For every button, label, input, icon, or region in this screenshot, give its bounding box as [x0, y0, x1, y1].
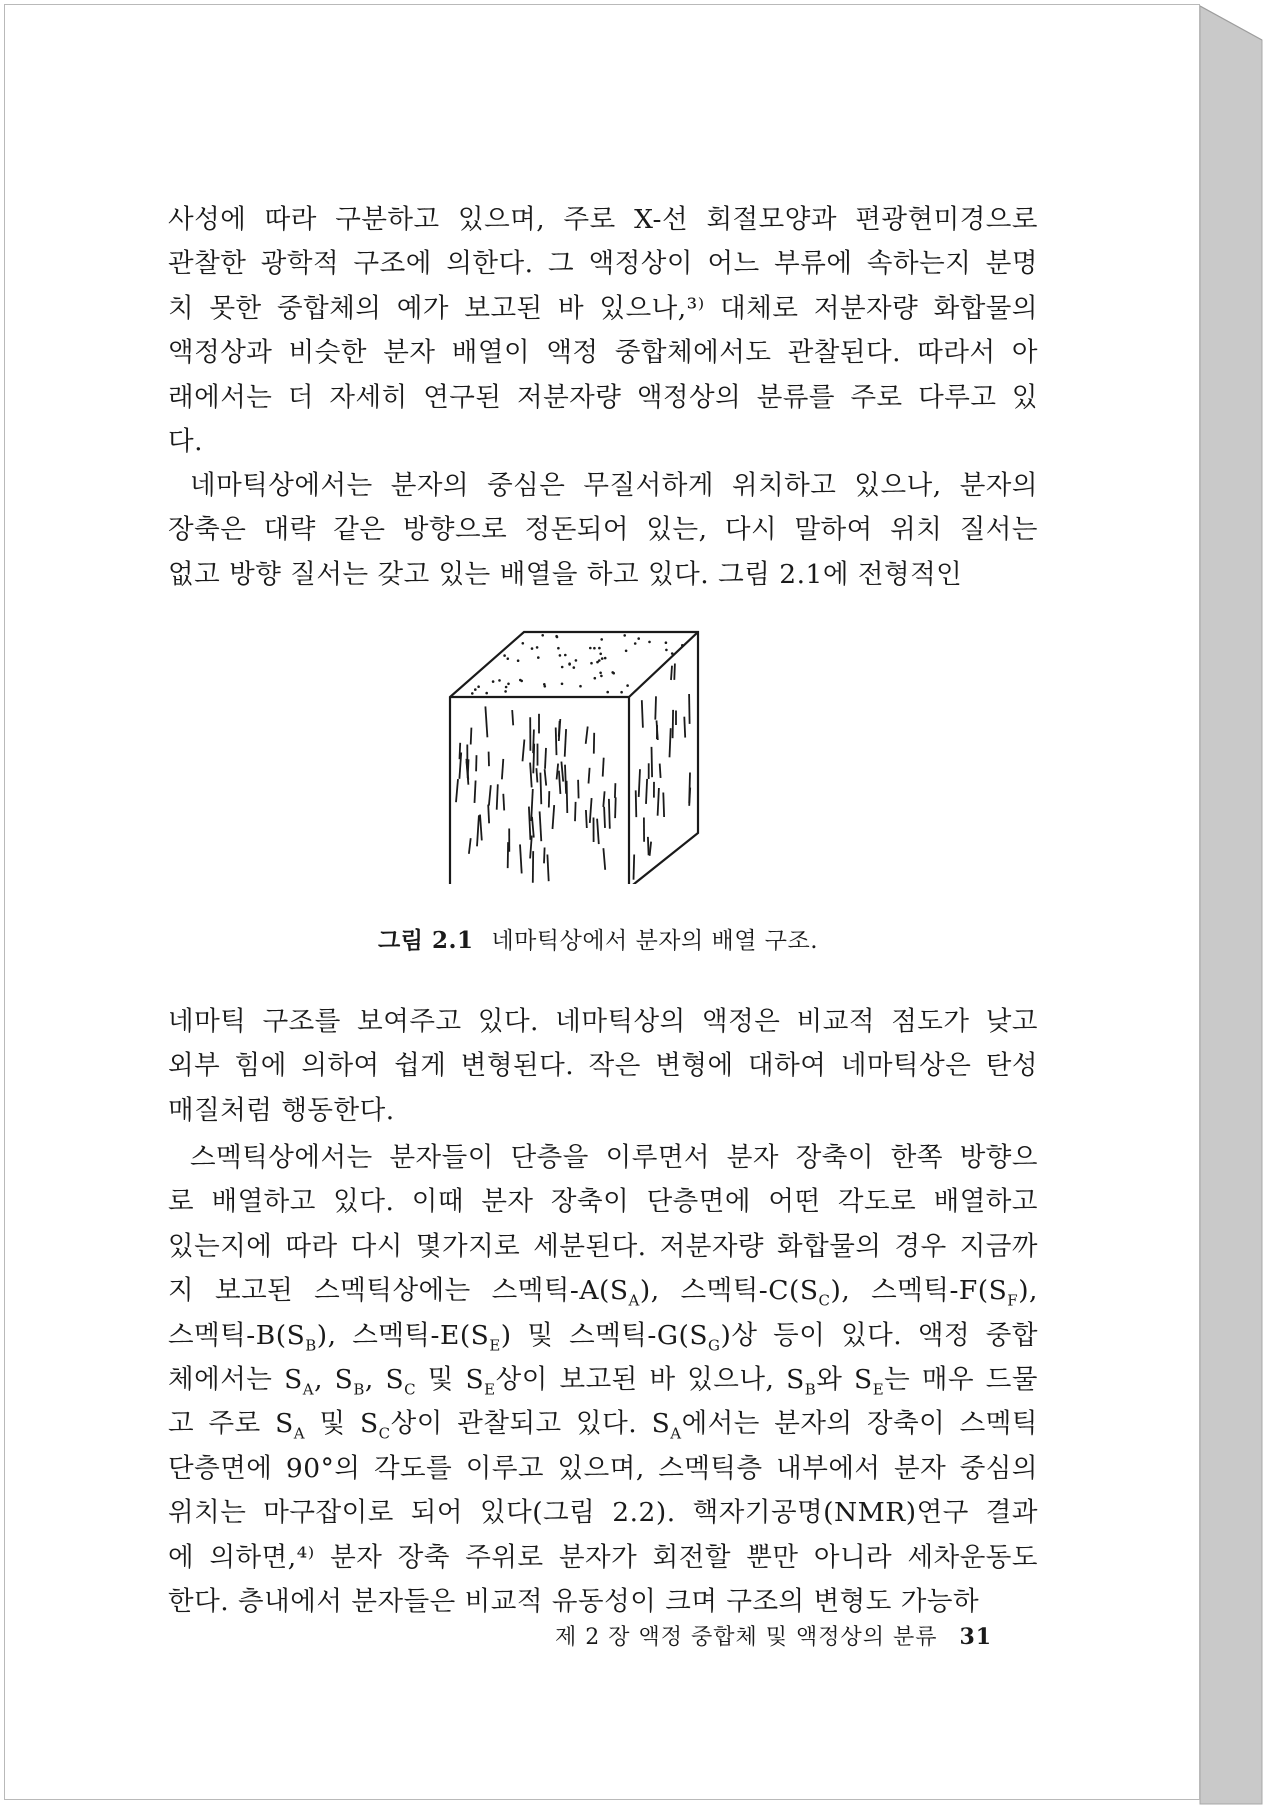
molecule-rod [684, 717, 685, 738]
molecule-rod [480, 815, 482, 841]
molecule-dot [589, 647, 592, 650]
molecule-rod [529, 807, 531, 840]
text-line: 관찰한 광학적 구조에 의한다. 그 액정상이 어느 부류에 속하는지 분명 [168, 248, 1038, 280]
molecule-dot [634, 642, 637, 645]
molecule-dots-top [471, 634, 684, 695]
molecule-rod [615, 797, 616, 818]
molecule-dot [579, 685, 582, 688]
molecule-dot [477, 685, 480, 688]
text-line: 한다. 층내에서 분자들은 비교적 유동성이 크며 구조의 변형도 가능하 [168, 1585, 980, 1617]
molecule-rod [532, 817, 534, 838]
molecule-dot [594, 677, 597, 680]
molecule-rod [456, 779, 458, 802]
molecule-dot [596, 661, 599, 664]
molecule-rod [556, 728, 557, 756]
molecule-rod [536, 768, 537, 782]
molecule-rod [565, 765, 566, 794]
molecule-dot [531, 647, 534, 650]
paragraph-1 [168, 198, 1038, 464]
molecule-rod [636, 790, 637, 817]
molecule-rod [590, 798, 592, 823]
molecule-dot [599, 653, 602, 656]
molecule-rod [488, 805, 489, 824]
paragraph-3 [168, 1000, 1038, 1133]
molecule-dot [601, 657, 604, 660]
molecule-dot [503, 654, 506, 657]
molecule-dot [541, 634, 544, 637]
molecule-rod [531, 789, 533, 821]
figure-caption-text: 네마틱상에서 분자의 배열 구조. [491, 928, 819, 954]
molecule-dot [536, 646, 539, 649]
molecule-rod [549, 791, 550, 807]
molecule-rod [540, 773, 541, 805]
molecule-dot [600, 675, 603, 678]
molecule-rod [553, 805, 555, 829]
molecule-dot [485, 692, 488, 695]
molecule-rod [489, 785, 491, 805]
molecule-rod [544, 848, 545, 864]
molecule-dot [544, 685, 547, 688]
text-line: 치 못한 중합체의 예가 보고된 바 있으나,³⁾ 대체로 저분자량 화합물의 [168, 292, 1038, 324]
molecule-dot [606, 691, 609, 694]
molecule-rod [567, 781, 568, 813]
molecule-dot [598, 647, 601, 650]
text-line: 네마틱 구조를 보여주고 있다. 네마틱상의 액정은 비교적 점도가 낮고 [168, 1006, 1038, 1037]
page-number: 31 [959, 1624, 993, 1650]
text-line: 래에서는 더 자세히 연구된 저분자량 액정상의 분류를 주로 다루고 있 [168, 381, 1038, 413]
molecule-rod [674, 664, 675, 680]
molecule-dot [505, 686, 508, 689]
molecule-rod [512, 710, 513, 725]
molecule-rod [658, 788, 659, 816]
molecule-dot [471, 692, 474, 695]
molecule-dot [604, 657, 607, 660]
text-line: 장축은 대략 같은 방향으로 정돈되어 있는, 다시 말하여 위치 질서는 [168, 514, 1038, 546]
molecule-rod [586, 810, 587, 828]
molecule-rod [604, 807, 605, 828]
molecule-dot [474, 688, 477, 691]
molecule-rod [545, 769, 547, 785]
molecule-rod [469, 838, 471, 854]
molecule-dot [625, 650, 628, 653]
molecule-dot [519, 679, 522, 682]
text-line: 단층면에 90°의 각도를 이루고 있으며, 스멕틱층 내부에서 분자 중심의 [168, 1452, 1038, 1484]
molecule-dot [498, 679, 501, 682]
molecule-dot [626, 684, 629, 687]
molecule-rod [639, 769, 640, 797]
molecule-dot [559, 654, 562, 657]
molecule-dot [564, 654, 567, 657]
molecule-dot [537, 656, 540, 659]
molecule-rod [540, 811, 542, 841]
molecule-rod [460, 743, 461, 759]
molecule-rod [603, 791, 604, 807]
molecule-dot [507, 683, 510, 686]
molecule-rod [575, 802, 576, 821]
molecule-dot [492, 680, 495, 683]
molecule-rod [503, 794, 504, 811]
molecule-dot [507, 657, 510, 660]
molecule-rod [603, 848, 605, 870]
molecule-rod [646, 779, 647, 804]
molecule-dot [517, 659, 520, 662]
text-line: 에 의하면,⁴⁾ 분자 장축 주위로 분자가 회전할 뿐만 아니라 세차운동도 [168, 1541, 1038, 1573]
text-line: 사성에 따라 구분하고 있으며, 주로 X-선 회절모양과 편광현미경으로 [168, 204, 1038, 235]
text-line: 스멕틱$-B(S_B)$, 스멕틱$-E(S_E)$ 및 스멕틱$-G(S_G)$상 등이 있다. 액정 중합 [168, 1319, 1038, 1354]
text-line: 지 보고된 스멕틱상에는 스멕틱$-A(S_A)$, 스멕틱$-C(S_C)$, 스멕틱$-F(S_F)$, [168, 1275, 1038, 1310]
molecule-dot [599, 672, 602, 675]
nematic-structure-figure [440, 622, 720, 884]
molecule-rod [589, 768, 590, 784]
molecule-dot [557, 647, 560, 650]
paragraph-2 [168, 464, 1038, 597]
molecule-rod [520, 844, 522, 873]
text-line: 있는지에 따라 다시 몇가지로 세분된다. 저분자량 화합물의 경우 지금까 [168, 1230, 1038, 1262]
molecule-rod [642, 700, 643, 728]
molecule-dot [648, 641, 651, 644]
molecule-dot [611, 671, 614, 674]
molecule-rod [655, 696, 656, 719]
text-line: 고 주로 $S_A$ 및 $S_C$상이 관찰되고 있다. $S_A$에서는 분자의 장축이 스멕틱 [168, 1408, 1038, 1443]
molecule-dot [555, 635, 558, 638]
molecule-rod [652, 747, 653, 777]
text-line: 위치는 마구잡이로 되어 있다(그림 2.2). 핵자기공명(NMR)연구 결과 [168, 1497, 1038, 1529]
molecule-dot [600, 638, 603, 641]
molecule-dot [637, 637, 640, 640]
molecule-rod [477, 815, 479, 846]
molecule-rod [559, 721, 560, 737]
molecule-dot [575, 659, 578, 662]
molecule-rod [673, 710, 674, 738]
molecule-rod [603, 758, 604, 777]
molecule-dot [681, 644, 684, 647]
cube-outline [450, 632, 698, 884]
molecule-rod [485, 706, 487, 737]
text-line: 다. [168, 425, 204, 457]
molecule-dot [504, 690, 507, 693]
page-footer [555, 1620, 992, 1651]
molecule-dot [593, 647, 596, 650]
figure-caption [378, 922, 818, 955]
molecule-rod [615, 783, 616, 798]
text-line: 스멕틱상에서는 분자들이 단층을 이루면서 분자 장축이 한쪽 방향으 [190, 1142, 1038, 1173]
molecule-dot [522, 642, 525, 645]
molecule-rod [650, 842, 652, 856]
molecule-rod [533, 744, 534, 774]
molecule-rod [663, 793, 664, 818]
molecule-rod [502, 759, 503, 779]
molecule-rod [660, 764, 661, 778]
molecule-dot [573, 666, 576, 669]
molecule-rod [561, 762, 563, 782]
molecule-dot [665, 649, 668, 652]
molecule-rod [497, 784, 498, 809]
molecule-rod [609, 799, 610, 829]
molecule-dot [620, 691, 623, 694]
molecule-dot [623, 634, 626, 637]
molecule-dot [590, 662, 593, 665]
paragraph-4 [168, 1136, 1038, 1624]
text-line: 외부 힘에 의하여 쉽게 변형된다. 작은 변형에 대하여 네마틱상은 탄성 [168, 1050, 1038, 1082]
molecule-rod [689, 788, 690, 806]
molecule-rod [634, 855, 635, 880]
molecule-rod [578, 780, 579, 799]
molecule-rod [586, 727, 588, 744]
molecule-rod [671, 666, 672, 680]
molecule-rod [530, 763, 532, 788]
molecule-rod [545, 748, 546, 769]
molecule-rod [689, 694, 690, 724]
molecule-dot [561, 683, 564, 686]
molecule-dot [568, 662, 571, 665]
figure-caption-label: 그림 2.1 [378, 927, 474, 954]
molecule-rod [523, 740, 525, 762]
text-line: 체에서는 $S_A$, $S_B$, $S_C$ 및 $S_E$상이 보고된 바 있으나, $S_B$와 $S_E$는 매우 드물 [168, 1363, 1038, 1399]
molecule-dot [671, 652, 674, 655]
molecule-rod [475, 781, 476, 803]
molecule-rod [670, 728, 671, 757]
molecule-rod [648, 837, 649, 855]
text-line: 없고 방향 질서는 갖고 있는 배열을 하고 있다. 그림 2.1에 전형적인 [168, 558, 963, 590]
text-line: 매질처럼 행동한다. [168, 1094, 395, 1126]
molecule-rod [471, 728, 472, 745]
molecule-rod [559, 771, 561, 794]
molecule-rod [597, 819, 599, 844]
molecule-dot [561, 666, 564, 669]
molecule-rod [565, 729, 566, 757]
molecule-rods-front [456, 706, 616, 882]
molecule-dot [665, 641, 668, 644]
text-line: 액정상과 비슷한 분자 배열이 액정 중합체에서도 관찰된다. 따라서 아 [168, 337, 1038, 369]
molecule-rod [557, 764, 559, 780]
text-line: 네마틱상에서는 분자의 중심은 무질서하게 위치하고 있으나, 분자의 [190, 470, 1038, 501]
molecule-rod [547, 855, 548, 882]
running-footer-title: 제 2 장 액정 중합체 및 액정상의 분류 [555, 1625, 938, 1650]
text-line: 로 배열하고 있다. 이때 분자 장축이 단층면에 어떤 각도로 배열하고 [168, 1186, 1038, 1218]
